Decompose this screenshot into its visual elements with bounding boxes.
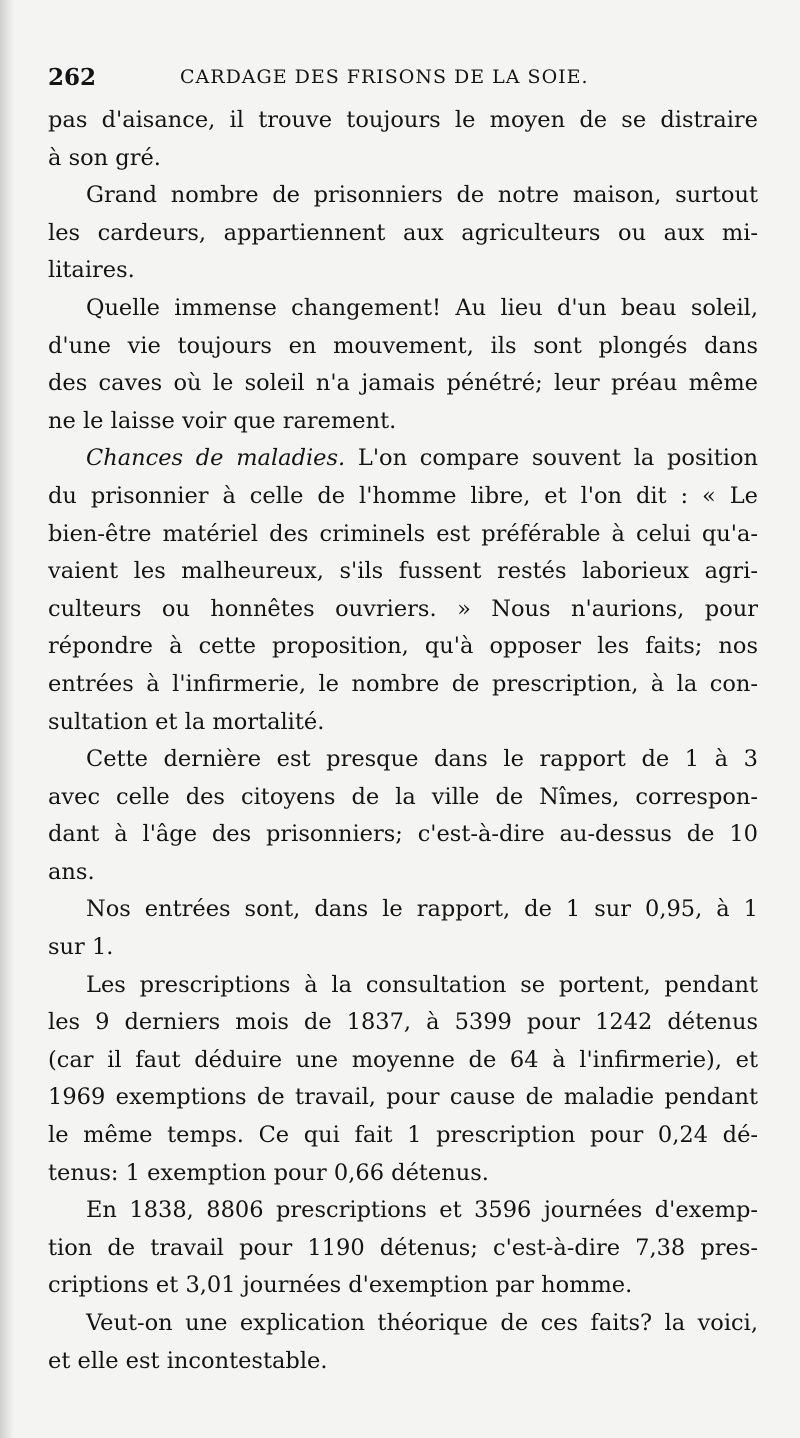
text-line: Grand nombre de prisonniers de notre maison, surtout	[86, 182, 758, 209]
text-line: répondre à cette proposition, qu'à opposer les faits; nos	[48, 633, 758, 660]
text-line: des caves où le soleil n'a jamais pénétré; leur préau même	[48, 370, 758, 397]
text-line: tion de travail pour 1190 détenus; c'est-à-dire 7,38 pres-	[48, 1234, 758, 1261]
text-line: ne le laisse voir que rarement.	[48, 407, 397, 434]
text-line: ans.	[48, 858, 95, 885]
text-line: Cette dernière est presque dans le rapport de 1 à 3	[86, 746, 758, 773]
text-line: d'une vie toujours en mouvement, ils sont plongés dans	[48, 332, 758, 359]
page-edge-shadow	[0, 0, 14, 1438]
text-line: tenus: 1 exemption pour 0,66 détenus.	[48, 1159, 489, 1186]
text-line: du prisonnier à celle de l'homme libre, et l'on dit : « Le	[48, 482, 758, 509]
text-line: En 1838, 8806 prescriptions et 3596 journées d'exemp-	[86, 1197, 758, 1224]
text-line: (car il faut déduire une moyenne de 64 à l'infirmerie), et	[48, 1046, 758, 1073]
text-line: le même temps. Ce qui fait 1 prescription pour 0,24 dé-	[48, 1122, 758, 1149]
text-line: Les prescriptions à la consultation se portent, pendant	[86, 971, 758, 998]
text-span: L'on compare souvent la position	[345, 445, 758, 472]
text-line: sultation et la mortalité.	[48, 708, 325, 735]
text-line: les 9 derniers mois de 1837, à 5399 pour 1242 détenus	[48, 1009, 758, 1036]
text-line: criptions et 3,01 journées d'exemption par homme.	[48, 1272, 633, 1299]
text-line: culteurs ou honnêtes ouvriers. » Nous n'aurions, pour	[48, 595, 758, 622]
text-line: à son gré.	[48, 144, 161, 171]
text-line: Veut-on une explication théorique de ces faits? la voici,	[86, 1310, 758, 1336]
text-line	[48, 440, 758, 478]
text-line: sur 1.	[48, 934, 114, 961]
section-lead-italic: Chances de maladies.	[86, 445, 346, 472]
text-line: les cardeurs, appartiennent aux agriculteurs ou aux mi-	[48, 219, 758, 246]
page-header	[48, 64, 754, 94]
text-line: Quelle immense changement! Au lieu d'un beau soleil,	[86, 294, 758, 321]
text-line: Nos entrées sont, dans le rapport, de 1 sur 0,95, à 1	[86, 896, 758, 923]
body-text	[48, 102, 758, 1380]
text-line: entrées à l'infirmerie, le nombre de prescription, à la con-	[48, 670, 758, 697]
page-number: 262	[48, 64, 97, 91]
text-line: bien-être matériel des criminels est préférable à celui qu'a-	[48, 520, 758, 547]
text-line: vaient les malheureux, s'ils fussent restés laborieux agri-	[48, 558, 758, 585]
text-line: dant à l'âge des prisonniers; c'est-à-dire au-dessus de 10	[48, 821, 758, 848]
text-line: et elle est incontestable.	[48, 1347, 328, 1374]
text-line: litaires.	[48, 257, 135, 284]
running-head: CARDAGE DES FRISONS DE LA SOIE.	[180, 66, 589, 88]
text-line: 1969 exemptions de travail, pour cause de maladie pendant	[48, 1084, 758, 1111]
text-line: pas d'aisance, il trouve toujours le moyen de se distraire	[48, 107, 758, 133]
text-line: avec celle des citoyens de la ville de Nîmes, correspon-	[48, 783, 758, 810]
